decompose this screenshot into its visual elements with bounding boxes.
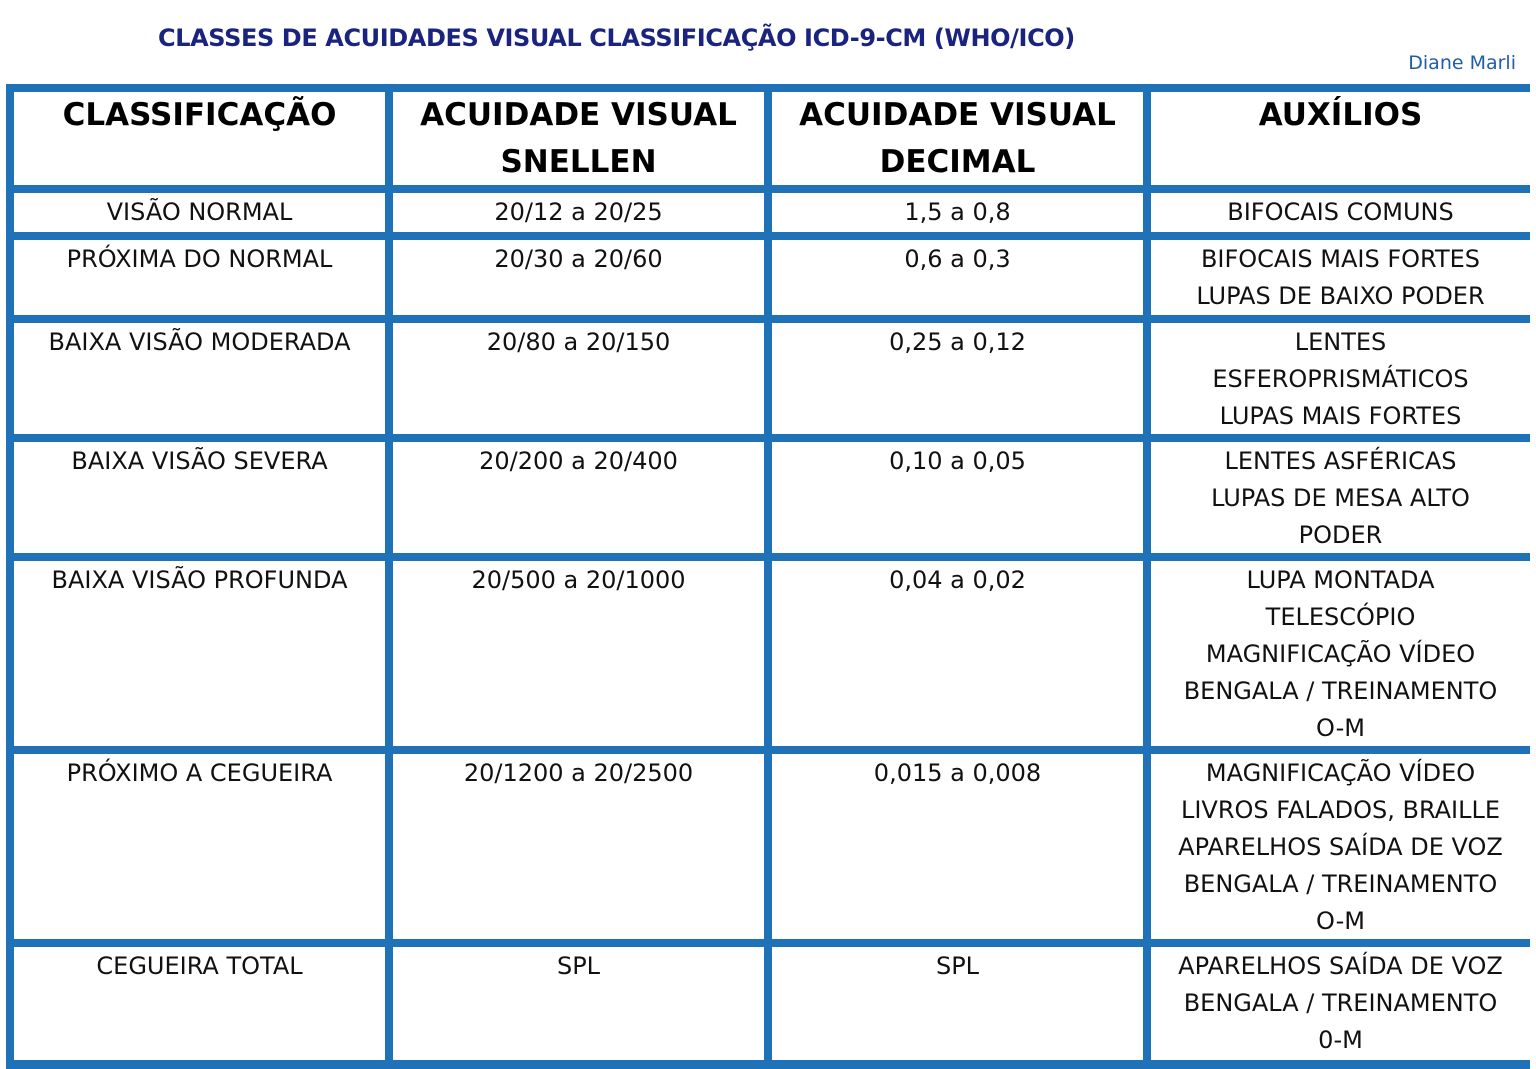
auxilio-line: PODER (1298, 521, 1383, 549)
cell-classificacao (14, 442, 385, 553)
auxilio-line: MAGNIFICAÇÃO VÍDEO (1205, 640, 1476, 668)
cell-decimal (772, 561, 1143, 746)
auxilio-line: BENGALA / TREINAMENTO (1183, 677, 1498, 705)
header-line: AUXÍLIOS (1258, 97, 1423, 133)
auxilio-line: ESFEROPRISMÁTICOS (1212, 365, 1469, 393)
cell-text: 0,10 a 0,05 (889, 447, 1026, 475)
auxilio-line: LUPAS DE MESA ALTO (1211, 484, 1470, 512)
cell-text: BAIXA VISÃO MODERADA (48, 328, 351, 356)
cell-text: 20/12 a 20/25 (494, 198, 663, 226)
auxilio-line: LUPA MONTADA (1246, 566, 1435, 594)
auxilio-line: APARELHOS SAÍDA DE VOZ (1178, 833, 1503, 861)
auxilio-line: O-M (1316, 714, 1365, 742)
auxilio-line: BENGALA / TREINAMENTO (1183, 989, 1498, 1017)
cell-classificacao (14, 561, 385, 746)
auxilio-line: TELESCÓPIO (1265, 603, 1416, 631)
cell-classificacao (14, 754, 385, 939)
auxilio-line: BIFOCAIS COMUNS (1227, 198, 1454, 226)
cell-text: CEGUEIRA TOTAL (96, 952, 303, 980)
author-name: Diane Marli (1408, 52, 1516, 74)
cell-text: PRÓXIMA DO NORMAL (66, 245, 333, 273)
auxilio-line: BIFOCAIS MAIS FORTES (1200, 245, 1481, 273)
cell-snellen (393, 561, 764, 746)
header-line: SNELLEN (500, 144, 657, 180)
auxilio-line: LIVROS FALADOS, BRAILLE (1180, 796, 1501, 824)
page-title: CLASSES DE ACUIDADES VISUAL CLASSIFICAÇÃO ICD-9-CM (WHO/ICO) (158, 24, 1075, 52)
auxilio-line: O-M (1316, 907, 1365, 935)
cell-classificacao (14, 323, 385, 434)
cell-snellen (393, 947, 764, 1060)
cell-snellen (393, 442, 764, 553)
cell-text: BAIXA VISÃO SEVERA (71, 447, 328, 475)
cell-auxilios (1151, 193, 1530, 232)
cell-text: 0,25 a 0,12 (889, 328, 1026, 356)
visual-acuity-table (6, 84, 1530, 1069)
cell-text: 20/80 a 20/150 (486, 328, 671, 356)
cell-snellen (393, 323, 764, 434)
cell-auxilios (1151, 442, 1530, 553)
cell-decimal (772, 323, 1143, 434)
header-line: ACUIDADE VISUAL (420, 97, 737, 133)
cell-text: SPL (935, 952, 980, 980)
cell-snellen (393, 754, 764, 939)
cell-snellen (393, 240, 764, 315)
cell-text: VISÃO NORMAL (106, 198, 293, 226)
cell-auxilios (1151, 240, 1530, 315)
cell-auxilios (1151, 323, 1530, 434)
cell-text: 20/200 a 20/400 (479, 447, 678, 475)
auxilio-line: LUPAS MAIS FORTES (1219, 402, 1462, 430)
cell-classificacao (14, 193, 385, 232)
cell-decimal (772, 442, 1143, 553)
cell-auxilios (1151, 947, 1530, 1060)
auxilio-line: MAGNIFICAÇÃO VÍDEO (1205, 759, 1476, 787)
cell-text: PRÓXIMO A CEGUEIRA (66, 759, 333, 787)
header-auxilios (1151, 92, 1530, 185)
header-line: ACUIDADE VISUAL (799, 97, 1116, 133)
header-snellen (393, 92, 764, 185)
cell-text: 0,015 a 0,008 (873, 759, 1042, 787)
auxilio-line: LUPAS DE BAIXO PODER (1196, 282, 1485, 310)
cell-decimal (772, 240, 1143, 315)
auxilio-line: BENGALA / TREINAMENTO (1183, 870, 1498, 898)
cell-text: 20/30 a 20/60 (494, 245, 663, 273)
cell-decimal (772, 947, 1143, 1060)
cell-text: BAIXA VISÃO PROFUNDA (51, 566, 348, 594)
cell-text: 1,5 a 0,8 (904, 198, 1011, 226)
cell-decimal (772, 193, 1143, 232)
auxilio-line: LENTES (1294, 328, 1387, 356)
auxilio-line: APARELHOS SAÍDA DE VOZ (1178, 952, 1503, 980)
header-classificacao (14, 92, 385, 185)
auxilio-line: 0-M (1318, 1026, 1363, 1054)
cell-text: 0,04 a 0,02 (889, 566, 1026, 594)
cell-snellen (393, 193, 764, 232)
header-line: DECIMAL (879, 144, 1036, 180)
cell-text: 0,6 a 0,3 (904, 245, 1011, 273)
header-line: CLASSIFICAÇÃO (62, 97, 337, 133)
cell-text: 20/1200 a 20/2500 (463, 759, 694, 787)
cell-auxilios (1151, 561, 1530, 746)
cell-decimal (772, 754, 1143, 939)
cell-classificacao (14, 947, 385, 1060)
cell-auxilios (1151, 754, 1530, 939)
auxilio-line: LENTES ASFÉRICAS (1224, 447, 1457, 475)
cell-classificacao (14, 240, 385, 315)
cell-text: 20/500 a 20/1000 (471, 566, 686, 594)
cell-text: SPL (556, 952, 601, 980)
header-decimal (772, 92, 1143, 185)
